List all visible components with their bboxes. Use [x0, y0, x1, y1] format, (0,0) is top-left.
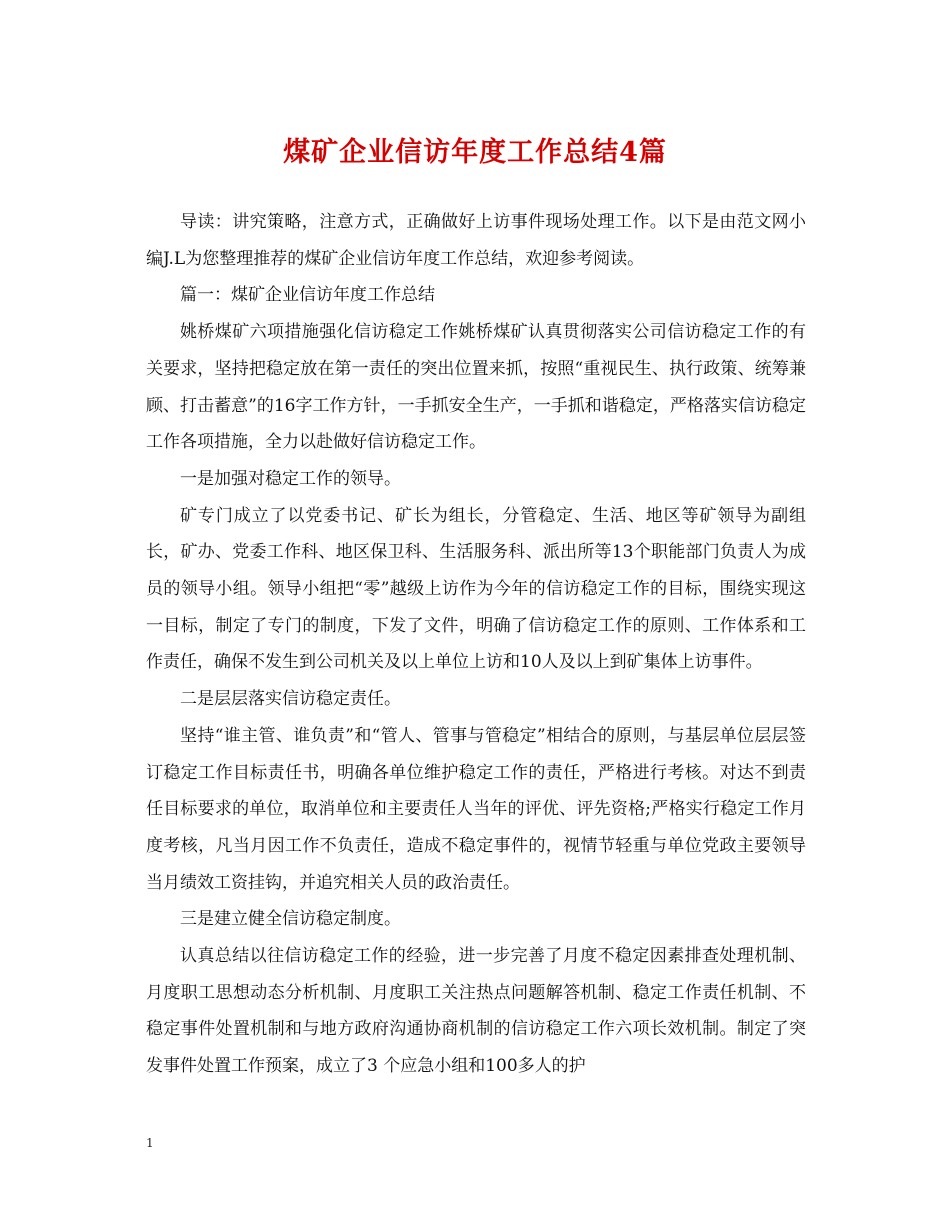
page-number: 1	[146, 1136, 154, 1150]
document-body	[146, 204, 806, 1085]
subheading: 二是层层落实信访稳定责任。	[180, 689, 401, 710]
document-title: 煤矿企业信访年度工作总结4篇	[283, 137, 667, 168]
body-paragraph: 坚持“谁主管、谁负责”和“管人、管事与管稳定”相结合的原则，与基层单位层层签订稳定工作目标责任书，明确各单位维护稳定工作的责任，严格进行考核。对达不到责任目标要求的单位，取消单位和主要责任人当年的评优、评先资格;严格实行稳定工作月度考核，凡当月因工作不负责任，造成不稳定事件的，视情节轻重与单位党政主要领导当月绩效工资挂钩，并追究相关人员的政治责任。	[146, 725, 806, 893]
subheading: 三是建立健全信访稳定制度。	[180, 909, 401, 930]
subheading: 一是加强对稳定工作的领导。	[180, 468, 401, 489]
intro-paragraph: 导读：讲究策略，注意方式，正确做好上访事件现场处理工作。以下是由范文网小编J.L为您整理推荐的煤矿企业信访年度工作总结，欢迎参考阅读。	[146, 212, 806, 269]
body-paragraph: 矿专门成立了以党委书记、矿长为组长，分管稳定、生活、地区等矿领导为副组长，矿办、党委工作科、地区保卫科、生活服务科、派出所等13个职能部门负责人为成员的领导小组。领导小组把“零”越级上访作为今年的信访稳定工作的目标，围绕实现这一目标，制定了专门的制度，下发了文件，明确了信访稳定工作的原则、工作体系和工作责任，确保不发生到公司机关及以上单位上访和10人及以上到矿集体上访事件。	[146, 505, 806, 673]
body-paragraph: 姚桥煤矿六项措施强化信访稳定工作姚桥煤矿认真贯彻落实公司信访稳定工作的有关要求，坚持把稳定放在第一责任的突出位置来抓，按照“重视民生、执行政策、统筹兼顾、打击蓄意”的16字工作方针，一手抓安全生产，一手抓和谐稳定，严格落实信访稳定工作各项措施，全力以赴做好信访稳定工作。	[146, 322, 806, 453]
body-paragraph: 认真总结以往信访稳定工作的经验，进一步完善了月度不稳定因素排查处理机制、月度职工思想动态分析机制、月度职工关注热点问题解答机制、稳定工作责任机制、不稳定事件处置机制和与地方政府沟通协商机制的信访稳定工作六项长效机制。制定了突发事件处置工作预案，成立了3 个应急小组和100多人的护	[146, 946, 806, 1077]
section-heading: 篇一：煤矿企业信访年度工作总结	[180, 285, 435, 306]
